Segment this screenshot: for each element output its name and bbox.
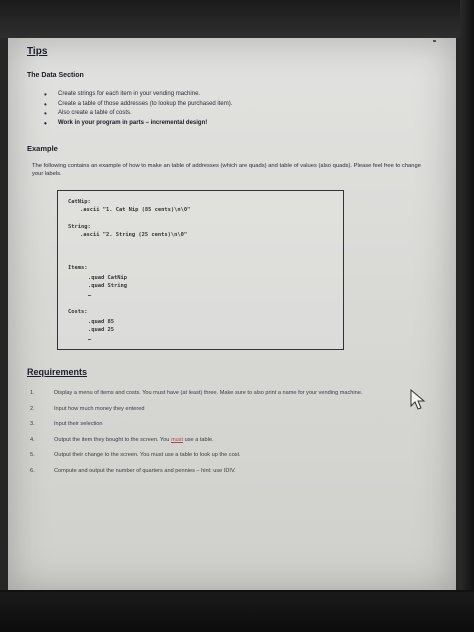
mouse-pointer-icon — [410, 389, 426, 411]
monitor-bezel-right — [460, 0, 474, 632]
bullet-item: • Create a table of those addresses (to lookup the purchased item). — [44, 100, 232, 110]
requirement-item — [30, 437, 425, 444]
example-intro: The following contains an example of how to make an table of addresses (which are quads) and table of values (also quads). Please feel free to change your labels. — [32, 163, 421, 177]
bullet-item: • Work in your program in parts – incremental design! — [44, 119, 232, 129]
requirement-text: Display a menu of items and costs. You must have (at least) three. Make sure to also print a name for your vending machine. — [54, 390, 363, 396]
requirement-text: Compute and output the number of quarters and pennies – hint: use IDIV. — [54, 467, 236, 474]
tips-heading: Tips — [27, 46, 48, 57]
code-line: .quad String — [88, 283, 127, 289]
code-line: .ascii "2. String (25 cents)\n\0" — [80, 232, 188, 238]
bullet-item: • Also create a table of costs. — [44, 109, 232, 119]
code-line: … — [88, 292, 92, 298]
requirement-item — [30, 468, 425, 475]
requirement-number: 1. — [30, 390, 35, 396]
requirement-text: Input their selection — [54, 421, 103, 427]
code-label-items: Items: — [68, 265, 88, 271]
bullet-item: • Create strings for each item in your vending machine. — [44, 90, 232, 100]
tips-bullet-list — [44, 90, 232, 128]
requirements-list — [30, 390, 425, 483]
requirement-text: Output the item they bought to the screen. You — [54, 436, 171, 443]
requirement-text: Output their change to the screen. You must use a table to look up the cost. — [54, 452, 241, 458]
requirement-text: Input how much money they entered — [54, 405, 145, 412]
requirement-number: 6. — [30, 467, 35, 474]
page-mark — [433, 40, 436, 42]
requirements-heading: Requirements — [27, 367, 88, 377]
code-example-box — [57, 190, 344, 350]
requirement-number: 4. — [30, 436, 35, 443]
code-line: .quad CatNip — [88, 275, 127, 281]
code-line: .quad 85 — [88, 319, 114, 325]
requirement-item — [30, 421, 425, 428]
data-section-heading: The Data Section — [27, 72, 84, 79]
monitor-bezel-bottom — [0, 592, 474, 632]
code-line: … — [88, 336, 92, 342]
requirement-item — [30, 406, 425, 413]
code-line: .ascii "1. Cat Nip (85 cents)\n\0" — [80, 207, 191, 213]
requirement-number: 5. — [30, 452, 35, 458]
code-label-catnip: CatNip: — [68, 199, 91, 205]
requirement-item — [30, 390, 425, 397]
code-line: .quad 25 — [88, 327, 114, 333]
code-label-string: String: — [68, 224, 91, 230]
requirement-item — [30, 452, 425, 459]
requirement-emphasis: must — [170, 436, 184, 443]
code-label-costs: Costs: — [68, 309, 88, 315]
requirement-number: 3. — [30, 421, 35, 427]
requirement-number: 2. — [30, 405, 35, 412]
requirement-text: use a table. — [183, 436, 214, 443]
monitor-bezel-top — [0, 0, 474, 38]
example-heading: Example — [27, 144, 58, 153]
